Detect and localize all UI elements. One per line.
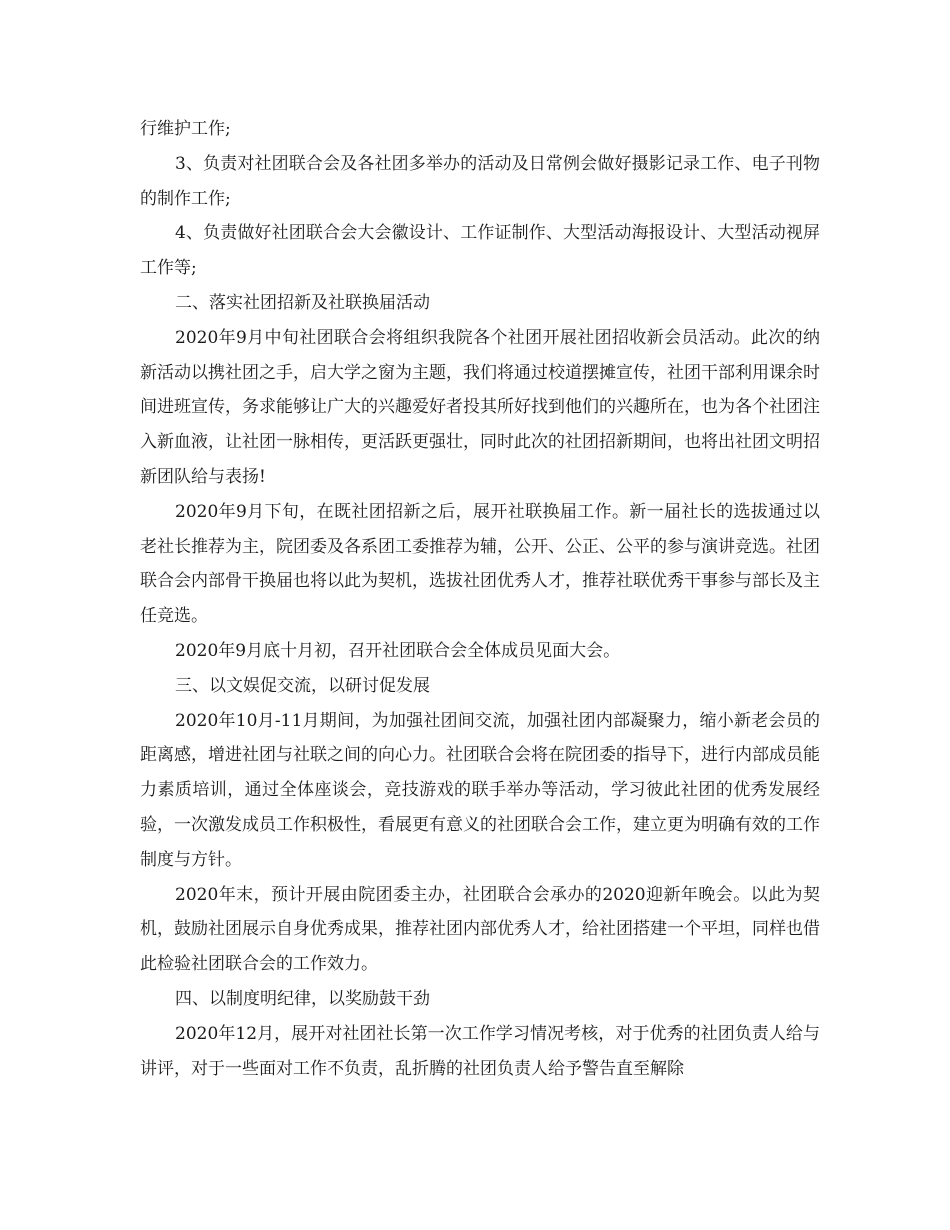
section-heading: 三、以文娱促交流，以研讨促发展 [175, 675, 430, 696]
paragraph: 2020年12月，展开对社团社长第一次工作学习情况考核，对于优秀的社团负责人给与讲评，对于一些面对工作不负责，乱折腾的社团负责人给予警告直至解除 [140, 1023, 820, 1079]
paragraph: 4、负责做好社团联合会大会徽设计、工作证制作、大型活动海报设计、大型活动视屏工作等; [140, 223, 820, 279]
section-heading: 二、落实社团招新及社联换届活动 [175, 292, 430, 313]
document-body [140, 112, 820, 1086]
paragraph: 2020年10月-11月期间，为加强社团间交流，加强社团内部凝聚力，缩小新老会员的距离感，增进社团与社联之间的向心力。社团联合会将在院团委的指导下，进行内部成员能力素质培训，通过全体座谈会，竞技游戏的联手举办等活动，学习彼此社团的优秀发展经验，一次激发成员工作积极性，看展更有意义的社团联合会工作，建立更为明确有效的工作制度与方针。 [140, 710, 820, 870]
paragraph: 2020年9月中旬社团联合会将组织我院各个社团开展社团招收新会员活动。此次的纳新活动以携社团之手，启大学之窗为主题，我们将通过校道摆摊宣传，社团干部利用课余时间进班宣传，务求能够让广大的兴趣爱好者投其所好找到他们的兴趣所在，也为各个社团注入新血液，让社团一脉相传，更活跃更强壮，同时此次的社团招新期间，也将出社团文明招新团队给与表扬! [140, 327, 820, 487]
paragraph: 行维护工作; [140, 119, 231, 139]
section-heading: 四、以制度明纪律，以奖励鼓干劲 [175, 988, 430, 1009]
paragraph: 2020年9月底十月初，召开社团联合会全体成员见面大会。 [175, 640, 621, 661]
paragraph: 3、负责对社团联合会及各社团多举办的活动及日常例会做好摄影记录工作、电子刊物的制作工作; [140, 153, 820, 209]
paragraph: 2020年末，预计开展由院团委主办，社团联合会承办的2020迎新年晚会。以此为契机，鼓励社团展示自身优秀成果，推荐社团内部优秀人才，给社团搭建一个平坦，同样也借此检验社团联合会的工作效力。 [140, 884, 820, 975]
paragraph: 2020年9月下旬，在既社团招新之后，展开社联换届工作。新一届社长的选拔通过以老社长推荐为主，院团委及各系团工委推荐为辅，公开、公正、公平的参与演讲竞选。社团联合会内部骨干换届也将以此为契机，选拔社团优秀人才，推荐社联优秀干事参与部长及主任竞选。 [140, 501, 820, 627]
